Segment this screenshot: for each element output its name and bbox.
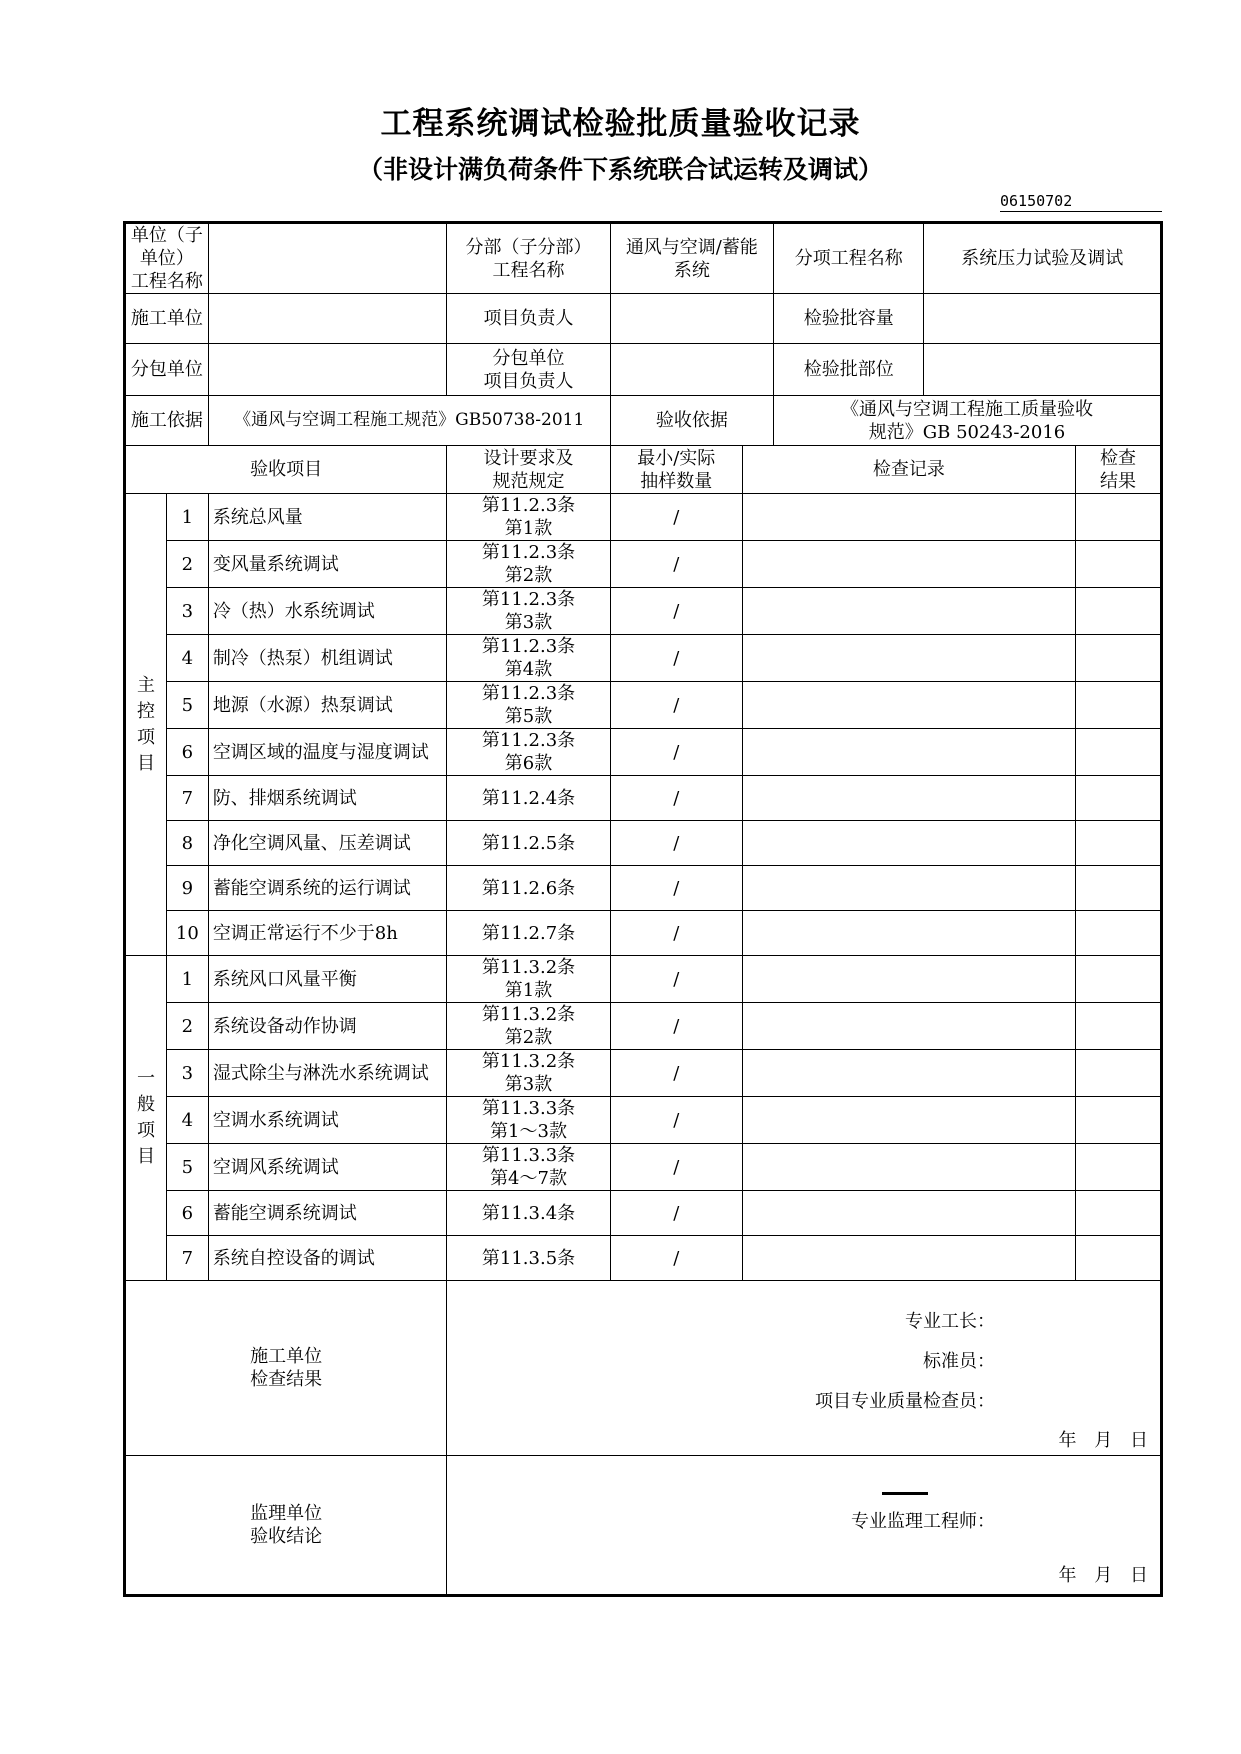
item-inspection-record[interactable]	[742, 729, 1075, 776]
item-inspection-record[interactable]	[742, 911, 1075, 956]
item-number: 9	[166, 866, 208, 911]
unit-name-field[interactable]	[208, 223, 447, 294]
item-inspection-record[interactable]	[742, 866, 1075, 911]
table-row	[125, 1236, 1162, 1281]
item-inspection-record[interactable]	[742, 1003, 1075, 1050]
item-inspection-record[interactable]	[742, 635, 1075, 682]
location-label: 检验批部位	[774, 344, 924, 396]
item-sample-count[interactable]: /	[610, 956, 742, 1003]
signature-dash	[882, 1492, 928, 1495]
item-name: 系统设备动作协调	[208, 1003, 447, 1050]
item-result[interactable]	[1075, 776, 1161, 821]
form-code: 06150702	[1000, 192, 1162, 212]
item-inspection-record[interactable]	[742, 956, 1075, 1003]
sub-project-value[interactable]: 系统压力试验及调试	[924, 223, 1162, 294]
constructor-result-label: 施工单位 检查结果	[125, 1281, 447, 1456]
table-row	[125, 729, 1162, 776]
item-number: 2	[166, 1003, 208, 1050]
supervising-engineer-label: 专业监理工程师：	[851, 1511, 995, 1532]
subcontractor-field[interactable]	[208, 344, 447, 396]
item-requirement: 第11.2.5条	[447, 821, 610, 866]
item-name: 变风量系统调试	[208, 541, 447, 588]
item-number: 1	[166, 494, 208, 541]
item-requirement: 第11.2.3条 第5款	[447, 682, 610, 729]
item-result[interactable]	[1075, 1144, 1161, 1191]
item-number: 5	[166, 682, 208, 729]
foreman-label: 专业工长：	[905, 1311, 995, 1332]
table-row	[125, 776, 1162, 821]
item-requirement: 第11.3.3条 第1～3款	[447, 1097, 610, 1144]
item-number: 7	[166, 1236, 208, 1281]
item-sample-count[interactable]: /	[610, 494, 742, 541]
item-name: 湿式除尘与淋洗水系统调试	[208, 1050, 447, 1097]
form-title: 工程系统调试检验批质量验收记录	[380, 106, 861, 142]
item-number: 5	[166, 1144, 208, 1191]
table-row	[125, 682, 1162, 729]
item-name: 空调区域的温度与湿度调试	[208, 729, 447, 776]
item-number: 6	[166, 729, 208, 776]
item-inspection-record[interactable]	[742, 776, 1075, 821]
item-name: 地源（水源）热泵调试	[208, 682, 447, 729]
item-number: 2	[166, 541, 208, 588]
constructor-field[interactable]	[208, 294, 447, 344]
pm-field[interactable]	[610, 294, 773, 344]
table-header-row	[125, 446, 1162, 494]
sub-pm-field[interactable]	[610, 344, 773, 396]
item-requirement: 第11.3.5条	[447, 1236, 610, 1281]
item-result[interactable]	[1075, 821, 1161, 866]
item-sample-count[interactable]: /	[610, 1050, 742, 1097]
capacity-field[interactable]	[924, 294, 1162, 344]
item-requirement: 第11.3.2条 第2款	[447, 1003, 610, 1050]
item-requirement: 第11.3.2条 第1款	[447, 956, 610, 1003]
item-name: 空调水系统调试	[208, 1097, 447, 1144]
item-number: 10	[166, 911, 208, 956]
item-requirement: 第11.2.3条 第1款	[447, 494, 610, 541]
item-result[interactable]	[1075, 1191, 1161, 1236]
item-number: 4	[166, 1097, 208, 1144]
item-name: 防、排烟系统调试	[208, 776, 447, 821]
item-requirement: 第11.2.3条 第3款	[447, 588, 610, 635]
item-requirement: 第11.3.4条	[447, 1191, 610, 1236]
supervisor-signoff-area[interactable]	[447, 1456, 1162, 1596]
general_group-label: 一 般 项 目	[125, 956, 167, 1281]
constructor-date: 年 月 日	[1058, 1430, 1154, 1451]
item-result[interactable]	[1075, 956, 1161, 1003]
basis-label: 施工依据	[125, 396, 209, 446]
table-row	[125, 588, 1162, 635]
form-subtitle: （非设计满负荷条件下系统联合试运转及调试）	[357, 155, 883, 184]
info-row-constructor	[125, 294, 1162, 344]
item-number: 3	[166, 588, 208, 635]
item-inspection-record[interactable]	[742, 821, 1075, 866]
table-row	[125, 821, 1162, 866]
table-row	[125, 911, 1162, 956]
item-number: 3	[166, 1050, 208, 1097]
sub-pm-label: 分包单位 项目负责人	[447, 344, 610, 396]
item-sample-count[interactable]: /	[610, 729, 742, 776]
item-sample-count[interactable]: /	[610, 541, 742, 588]
item-name: 系统风口风量平衡	[208, 956, 447, 1003]
item-sample-count[interactable]: /	[610, 1191, 742, 1236]
table-row	[125, 1191, 1162, 1236]
item-sample-count[interactable]: /	[610, 821, 742, 866]
inspection-form-table	[123, 221, 1163, 1597]
item-result[interactable]	[1075, 911, 1161, 956]
item-number: 1	[166, 956, 208, 1003]
table-row	[125, 541, 1162, 588]
table-row	[125, 1003, 1162, 1050]
item-result[interactable]	[1075, 682, 1161, 729]
supervisor-signoff-row	[125, 1456, 1162, 1596]
unit-name-label: 单位（子单位） 工程名称	[125, 223, 209, 294]
basis-value[interactable]: 《通风与空调工程施工规范》GB50738-2011	[208, 396, 610, 446]
item-result[interactable]	[1075, 494, 1161, 541]
item-inspection-record[interactable]	[742, 1097, 1075, 1144]
item-sample-count[interactable]: /	[610, 866, 742, 911]
item-name: 系统总风量	[208, 494, 447, 541]
item-requirement: 第11.2.3条 第6款	[447, 729, 610, 776]
item-requirement: 第11.2.3条 第2款	[447, 541, 610, 588]
item-inspection-record[interactable]	[742, 682, 1075, 729]
supervisor-conclusion-label: 监理单位 验收结论	[125, 1456, 447, 1596]
item-sample-count[interactable]: /	[610, 1144, 742, 1191]
item-requirement: 第11.2.3条 第4款	[447, 635, 610, 682]
item-sample-count[interactable]: /	[610, 911, 742, 956]
subcontractor-label: 分包单位	[125, 344, 209, 396]
location-field[interactable]	[924, 344, 1162, 396]
item-sample-count[interactable]: /	[610, 682, 742, 729]
item-sample-count[interactable]: /	[610, 1003, 742, 1050]
sub-project-label: 分项工程名称	[774, 223, 924, 294]
item-result[interactable]	[1075, 1003, 1161, 1050]
acceptance-basis-label: 验收依据	[610, 396, 773, 446]
item-result[interactable]	[1075, 729, 1161, 776]
main_group-label: 主 控 项 目	[125, 494, 167, 956]
constructor-signoff-area[interactable]	[447, 1281, 1162, 1456]
table-row	[125, 1097, 1162, 1144]
item-result[interactable]	[1075, 1050, 1161, 1097]
table-row	[125, 956, 1162, 1003]
item-inspection-record[interactable]	[742, 588, 1075, 635]
table-row	[125, 866, 1162, 911]
table-row	[125, 1144, 1162, 1191]
item-name: 蓄能空调系统的运行调试	[208, 866, 447, 911]
item-sample-count[interactable]: /	[610, 1097, 742, 1144]
item-inspection-record[interactable]	[742, 1191, 1075, 1236]
item-requirement: 第11.2.6条	[447, 866, 610, 911]
item-sample-count[interactable]: /	[610, 588, 742, 635]
dept-name-label: 分部（子分部） 工程名称	[447, 223, 610, 294]
item-sample-count[interactable]: /	[610, 635, 742, 682]
item-requirement: 第11.3.2条 第3款	[447, 1050, 610, 1097]
info-row-project	[125, 223, 1162, 294]
col-header-req: 设计要求及 规范规定	[447, 446, 610, 494]
quality-inspector-label: 项目专业质量检查员：	[815, 1391, 995, 1412]
item-name: 制冷（热泵）机组调试	[208, 635, 447, 682]
item-result[interactable]	[1075, 635, 1161, 682]
item-inspection-record[interactable]	[742, 1236, 1075, 1281]
supervisor-date: 年 月 日	[1058, 1565, 1154, 1586]
item-name: 净化空调风量、压差调试	[208, 821, 447, 866]
item-sample-count[interactable]: /	[610, 776, 742, 821]
acceptance-basis-value[interactable]: 《通风与空调工程施工质量验收 规范》GB 50243-2016	[774, 396, 1162, 446]
item-inspection-record[interactable]	[742, 541, 1075, 588]
constructor-label: 施工单位	[125, 294, 209, 344]
info-row-subcontractor	[125, 344, 1162, 396]
item-sample-count[interactable]: /	[610, 1236, 742, 1281]
item-result[interactable]	[1075, 588, 1161, 635]
info-row-basis	[125, 396, 1162, 446]
pm-label: 项目负责人	[447, 294, 610, 344]
constructor-signoff-row	[125, 1281, 1162, 1456]
item-requirement: 第11.3.3条 第4～7款	[447, 1144, 610, 1191]
col-header-record: 检查记录	[742, 446, 1075, 494]
item-number: 6	[166, 1191, 208, 1236]
item-name: 空调正常运行不少于8h	[208, 911, 447, 956]
item-number: 8	[166, 821, 208, 866]
item-name: 冷（热）水系统调试	[208, 588, 447, 635]
item-name: 蓄能空调系统调试	[208, 1191, 447, 1236]
capacity-label: 检验批容量	[774, 294, 924, 344]
item-name: 空调风系统调试	[208, 1144, 447, 1191]
col-header-item: 验收项目	[125, 446, 447, 494]
main-items-body	[125, 494, 1162, 956]
dept-name-value[interactable]: 通风与空调/蓄能 系统	[610, 223, 773, 294]
col-header-sample: 最小/实际 抽样数量	[610, 446, 742, 494]
item-requirement: 第11.2.4条	[447, 776, 610, 821]
item-number: 4	[166, 635, 208, 682]
item-result[interactable]	[1075, 1236, 1161, 1281]
col-header-result: 检查 结果	[1075, 446, 1161, 494]
item-result[interactable]	[1075, 541, 1161, 588]
general-items-body	[125, 956, 1162, 1281]
item-inspection-record[interactable]	[742, 494, 1075, 541]
item-name: 系统自控设备的调试	[208, 1236, 447, 1281]
item-result[interactable]	[1075, 866, 1161, 911]
table-row	[125, 635, 1162, 682]
standard-officer-label: 标准员：	[923, 1351, 995, 1372]
item-inspection-record[interactable]	[742, 1144, 1075, 1191]
item-result[interactable]	[1075, 1097, 1161, 1144]
table-row	[125, 1050, 1162, 1097]
table-row	[125, 494, 1162, 541]
item-requirement: 第11.2.7条	[447, 911, 610, 956]
item-number: 7	[166, 776, 208, 821]
item-inspection-record[interactable]	[742, 1050, 1075, 1097]
